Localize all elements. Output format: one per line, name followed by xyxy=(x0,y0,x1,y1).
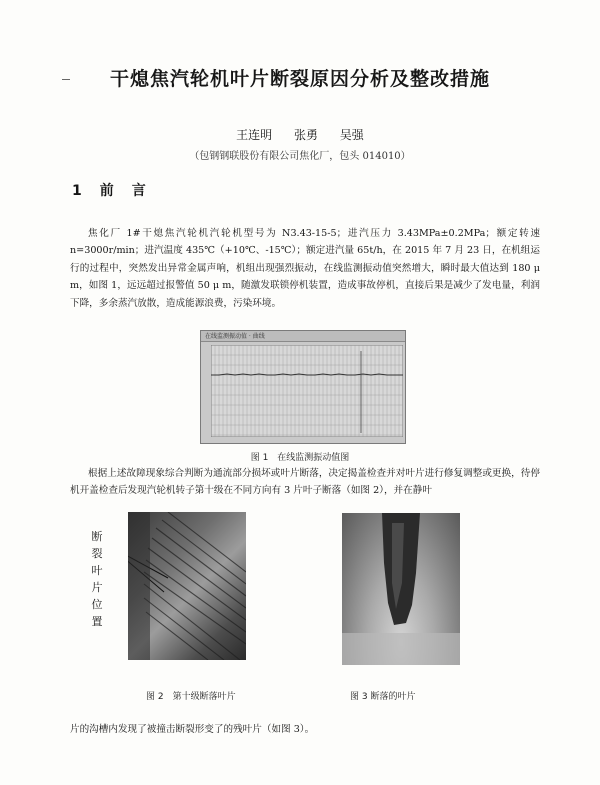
figure-1-plot-area xyxy=(211,345,403,437)
affiliation: （包钢钢联股份有限公司焦化厂，包头 014010） xyxy=(189,151,411,162)
authors: 王连明 张勇 吴强 xyxy=(236,128,364,142)
figure-2-vertical-label: 断裂叶片位置 xyxy=(91,530,103,628)
figure-1-caption: 图 1 在线监测振动值图 xyxy=(250,453,350,463)
figure-1-vibration-chart xyxy=(200,330,406,444)
paragraph-intro: 焦化厂 1#干熄焦汽轮机汽轮机型号为 N3.43-15-5；进汽压力 3.43MPa±0.2MPa；额定转速 n=3000r/min；进汽温度 435℃（+10℃、-15℃）；额定进汽量 65t/h，在 2015 年 7 月 23 日，在机组运行的过程中，突然发出异常金属声响，机组出现强烈振动，在线监测振动值突然增大，瞬时最大值达到 180 μ m，如图 1，远远超过报警值 50 μ m，随激发联锁停机装置，造成事故停机，直接后果是减少了发电量，利润下降，多余蒸汽放散，造成能源浪费，污染环境。 xyxy=(70,228,540,309)
figure-3-caption: 图 3 断落的叶片 xyxy=(350,692,416,702)
figure-3-photo-broken-blade xyxy=(342,513,460,665)
paper-title: 干熄焦汽轮机叶片断裂原因分析及整改措施 xyxy=(109,68,490,90)
figure-1-window-title: 在线监测振动值 · 曲线 xyxy=(205,333,265,340)
section-heading-introduction: 1 前 言 xyxy=(72,183,148,199)
figure-1-window-titlebar xyxy=(201,331,405,342)
paragraph-analysis: 根据上述故障现象综合判断为通流部分损坏或叶片断落，决定揭盖检查并对叶片进行修复调整或更换，待停机开盖检查后发现汽轮机转子第十级在不同方向有 3 片叶子断落（如图 2），并在静叶 xyxy=(70,468,540,497)
figure-2-caption: 图 2 第十级断落叶片 xyxy=(146,692,236,702)
paragraph-continuation: 片的沟槽内发现了被撞击断裂形变了的残叶片（如图 3）。 xyxy=(70,724,315,735)
figure-2-photo-rotor-blades xyxy=(128,512,246,660)
